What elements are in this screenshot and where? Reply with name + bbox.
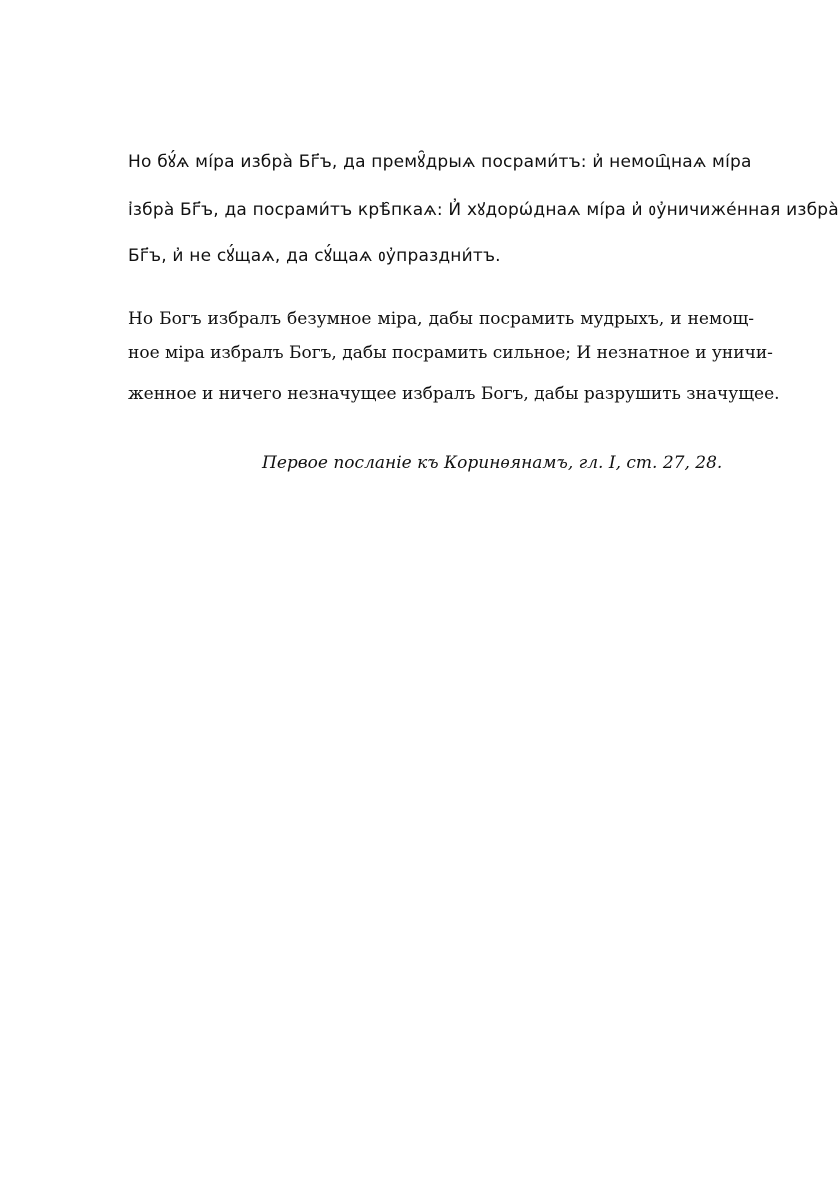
russian-translation-line-1: Но Богъ избралъ безумное міра, дабы посрамить мудрыхъ, и немощ- bbox=[128, 309, 754, 329]
church-slavonic-line-1: Но бꙋ́ѧ мі́ра избра̀ Бг҃ъ, да премꙋ̑дрыѧ посрами́тъ: и҆ немощ҄наѧ мі́ра bbox=[128, 152, 752, 172]
church-slavonic-line-2: і҆збра̀ Бг҃ъ, да посрами́тъ крѣ̑пкаѧ: И҆ хꙋдорѡ́днаѧ мі́ра и҆ ᲂу҆ничиже́нная избра̀ bbox=[128, 200, 839, 220]
russian-translation-line-3: женное и ничего незначущее избралъ Богъ, дабы разрушить значущее. bbox=[128, 384, 780, 404]
russian-translation-line-2: ное міра избралъ Богъ, дабы посрамить сильное; И незнатное и уничи- bbox=[128, 343, 773, 363]
scripture-citation: Первое посланіе къ Коринѳянамъ, гл. I, ст. 27, 28. bbox=[262, 453, 723, 473]
church-slavonic-line-3: Бг҃ъ, и҆ не сꙋ́щаѧ, да сꙋ́щаѧ ᲂу҆праздни́тъ. bbox=[128, 246, 501, 266]
